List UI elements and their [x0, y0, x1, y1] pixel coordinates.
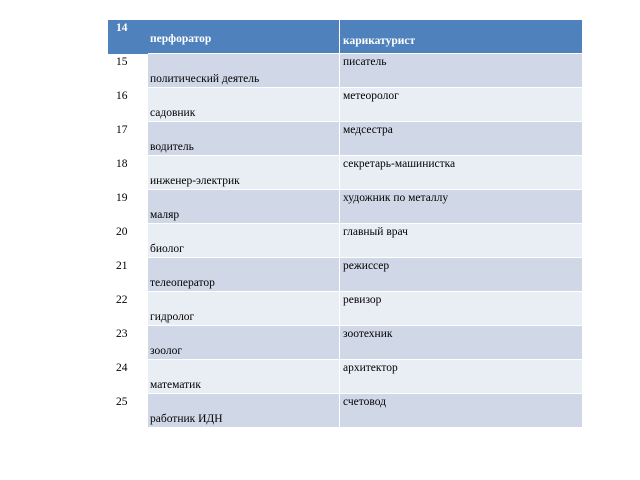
- table-cell-col1: маляр: [148, 190, 340, 224]
- number-cell: 21: [116, 260, 128, 272]
- table-row: [148, 54, 582, 88]
- number-column: [108, 20, 148, 427]
- number-cell: 17: [116, 124, 128, 136]
- table-cell-col1: телеоператор: [148, 258, 340, 292]
- table-row: [148, 360, 582, 394]
- table-cell-col2: главный врач: [343, 226, 408, 238]
- number-cell-header: 14: [108, 20, 148, 54]
- table-row: [148, 156, 582, 190]
- professions-table: [148, 20, 582, 431]
- table-cell-col2: медсестра: [343, 124, 393, 136]
- number-cell: 25: [116, 396, 128, 408]
- table-row: [148, 224, 582, 258]
- table-row: [148, 122, 582, 156]
- table-cell-col2: писатель: [343, 56, 387, 68]
- table-row: [148, 190, 582, 224]
- table-cell-col1: садовник: [148, 88, 340, 122]
- table-cell-col1: гидролог: [148, 292, 340, 326]
- table-cell-col1: политический деятель: [148, 54, 340, 88]
- header-cell-col1: перфоратор: [148, 20, 340, 54]
- header-cell-col2: карикатурист: [343, 35, 416, 47]
- number-cell: 20: [116, 226, 128, 238]
- table-row: [148, 326, 582, 360]
- number-cell: 24: [116, 362, 128, 374]
- table-cell-col1: работник ИДН: [148, 394, 340, 428]
- number-cell: 15: [116, 56, 128, 68]
- table-cell-col2: метеоролог: [343, 90, 399, 102]
- table-header-row: [148, 20, 582, 54]
- table-cell-col2: зоотехник: [343, 328, 393, 340]
- table-cell-col2: художник по металлу: [343, 192, 449, 204]
- table-row: [148, 88, 582, 122]
- table-cell-col1: зоолог: [148, 326, 340, 360]
- table-cell-col1: биолог: [148, 224, 340, 258]
- table-row: [148, 292, 582, 326]
- table-cell-col1: водитель: [148, 122, 340, 156]
- table-cell-col2: счетовод: [343, 396, 387, 408]
- number-cell: 22: [116, 294, 128, 306]
- number-cell: 23: [116, 328, 128, 340]
- table-cell-col2: режиссер: [343, 260, 390, 272]
- number-cell: 16: [116, 90, 128, 102]
- table-row: [148, 258, 582, 292]
- table-cell-col2: ревизор: [343, 294, 382, 306]
- table-cell-col2: архитектор: [343, 362, 398, 374]
- number-cell: 18: [116, 158, 128, 170]
- table-row: [148, 394, 582, 428]
- table-cell-col1: инженер-электрик: [148, 156, 340, 190]
- number-cell: 19: [116, 192, 128, 204]
- table-cell-col1: математик: [148, 360, 340, 394]
- table-cell-col2: секретарь-машинистка: [343, 158, 456, 170]
